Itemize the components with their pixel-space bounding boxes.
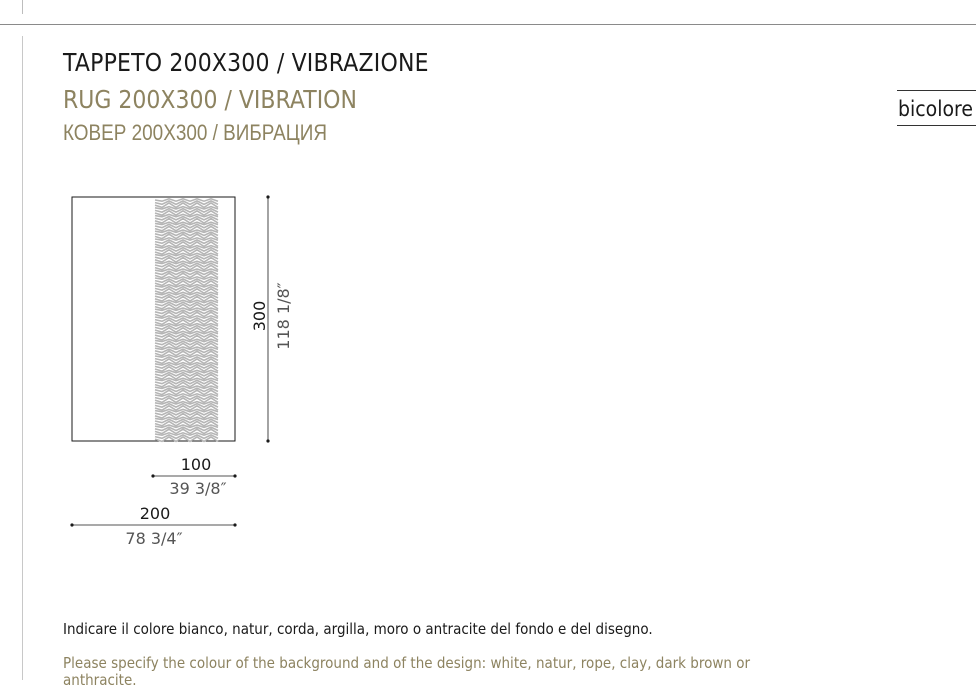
pattern-stroke (155, 378, 218, 380)
pattern-stroke (155, 253, 218, 255)
pattern-stroke (155, 199, 218, 201)
pattern-stroke (155, 331, 218, 333)
pattern-stroke (155, 363, 218, 365)
height-dimension-dot-bottom (266, 439, 269, 442)
pattern-stroke (155, 339, 218, 341)
pattern-stroke (155, 402, 218, 404)
pattern-stroke (155, 370, 218, 372)
width-cm-label: 200 (139, 504, 171, 523)
pattern-stroke (155, 394, 218, 396)
pattern-stroke (155, 386, 218, 388)
height-dimension-dot-top (266, 195, 269, 198)
width-inch-label: 78 3/4″ (125, 529, 183, 548)
pattern-stroke (155, 300, 218, 302)
pattern-stroke (155, 433, 218, 435)
title-english: RUG 200X300 / VIBRATION (63, 85, 357, 114)
stripe-dimension-dot-left (151, 474, 154, 477)
width-dimension-dot-right (233, 523, 236, 526)
bicolore-tag: bicolore (898, 97, 974, 121)
width-dimension-dot-left (70, 523, 73, 526)
note-english: Please specify the colour of the background and of the design: white, natur, rope, clay, dark brown or anthracite. (63, 654, 751, 689)
height-inch-label: 118 1/8″ (274, 282, 293, 350)
pattern-stroke (155, 222, 218, 224)
stripe-cm-label: 100 (180, 455, 212, 474)
pattern-stroke (155, 285, 218, 287)
pattern-stroke (155, 238, 218, 240)
pattern-stroke (155, 409, 218, 411)
pattern-stroke (155, 269, 218, 271)
height-cm-label: 300 (250, 300, 269, 332)
title-russian: КОВЕР 200X300 / ВИБРАЦИЯ (63, 120, 328, 145)
pattern-stroke (155, 316, 218, 318)
pattern-stroke (155, 425, 218, 427)
pattern-stroke (155, 355, 218, 357)
note-italian: Indicare il colore bianco, natur, corda, argilla, moro o antracite del fondo e del disegno. (63, 620, 653, 638)
pattern-stroke (155, 230, 218, 232)
pattern-stroke (155, 214, 218, 216)
pattern-stroke (155, 277, 218, 279)
pattern-stroke (155, 246, 218, 248)
vibration-pattern (155, 199, 218, 442)
pattern-stroke (155, 324, 218, 326)
pattern-stroke (155, 347, 218, 349)
stripe-inch-label: 39 3/8″ (169, 479, 227, 498)
pattern-stroke (155, 417, 218, 419)
pattern-stroke (155, 207, 218, 209)
pattern-stroke (155, 261, 218, 263)
pattern-stroke (155, 292, 218, 294)
title-italian: TAPPETO 200X300 / VIBRAZIONE (63, 48, 429, 77)
pattern-stroke (155, 308, 218, 310)
stripe-dimension-dot-right (233, 474, 236, 477)
